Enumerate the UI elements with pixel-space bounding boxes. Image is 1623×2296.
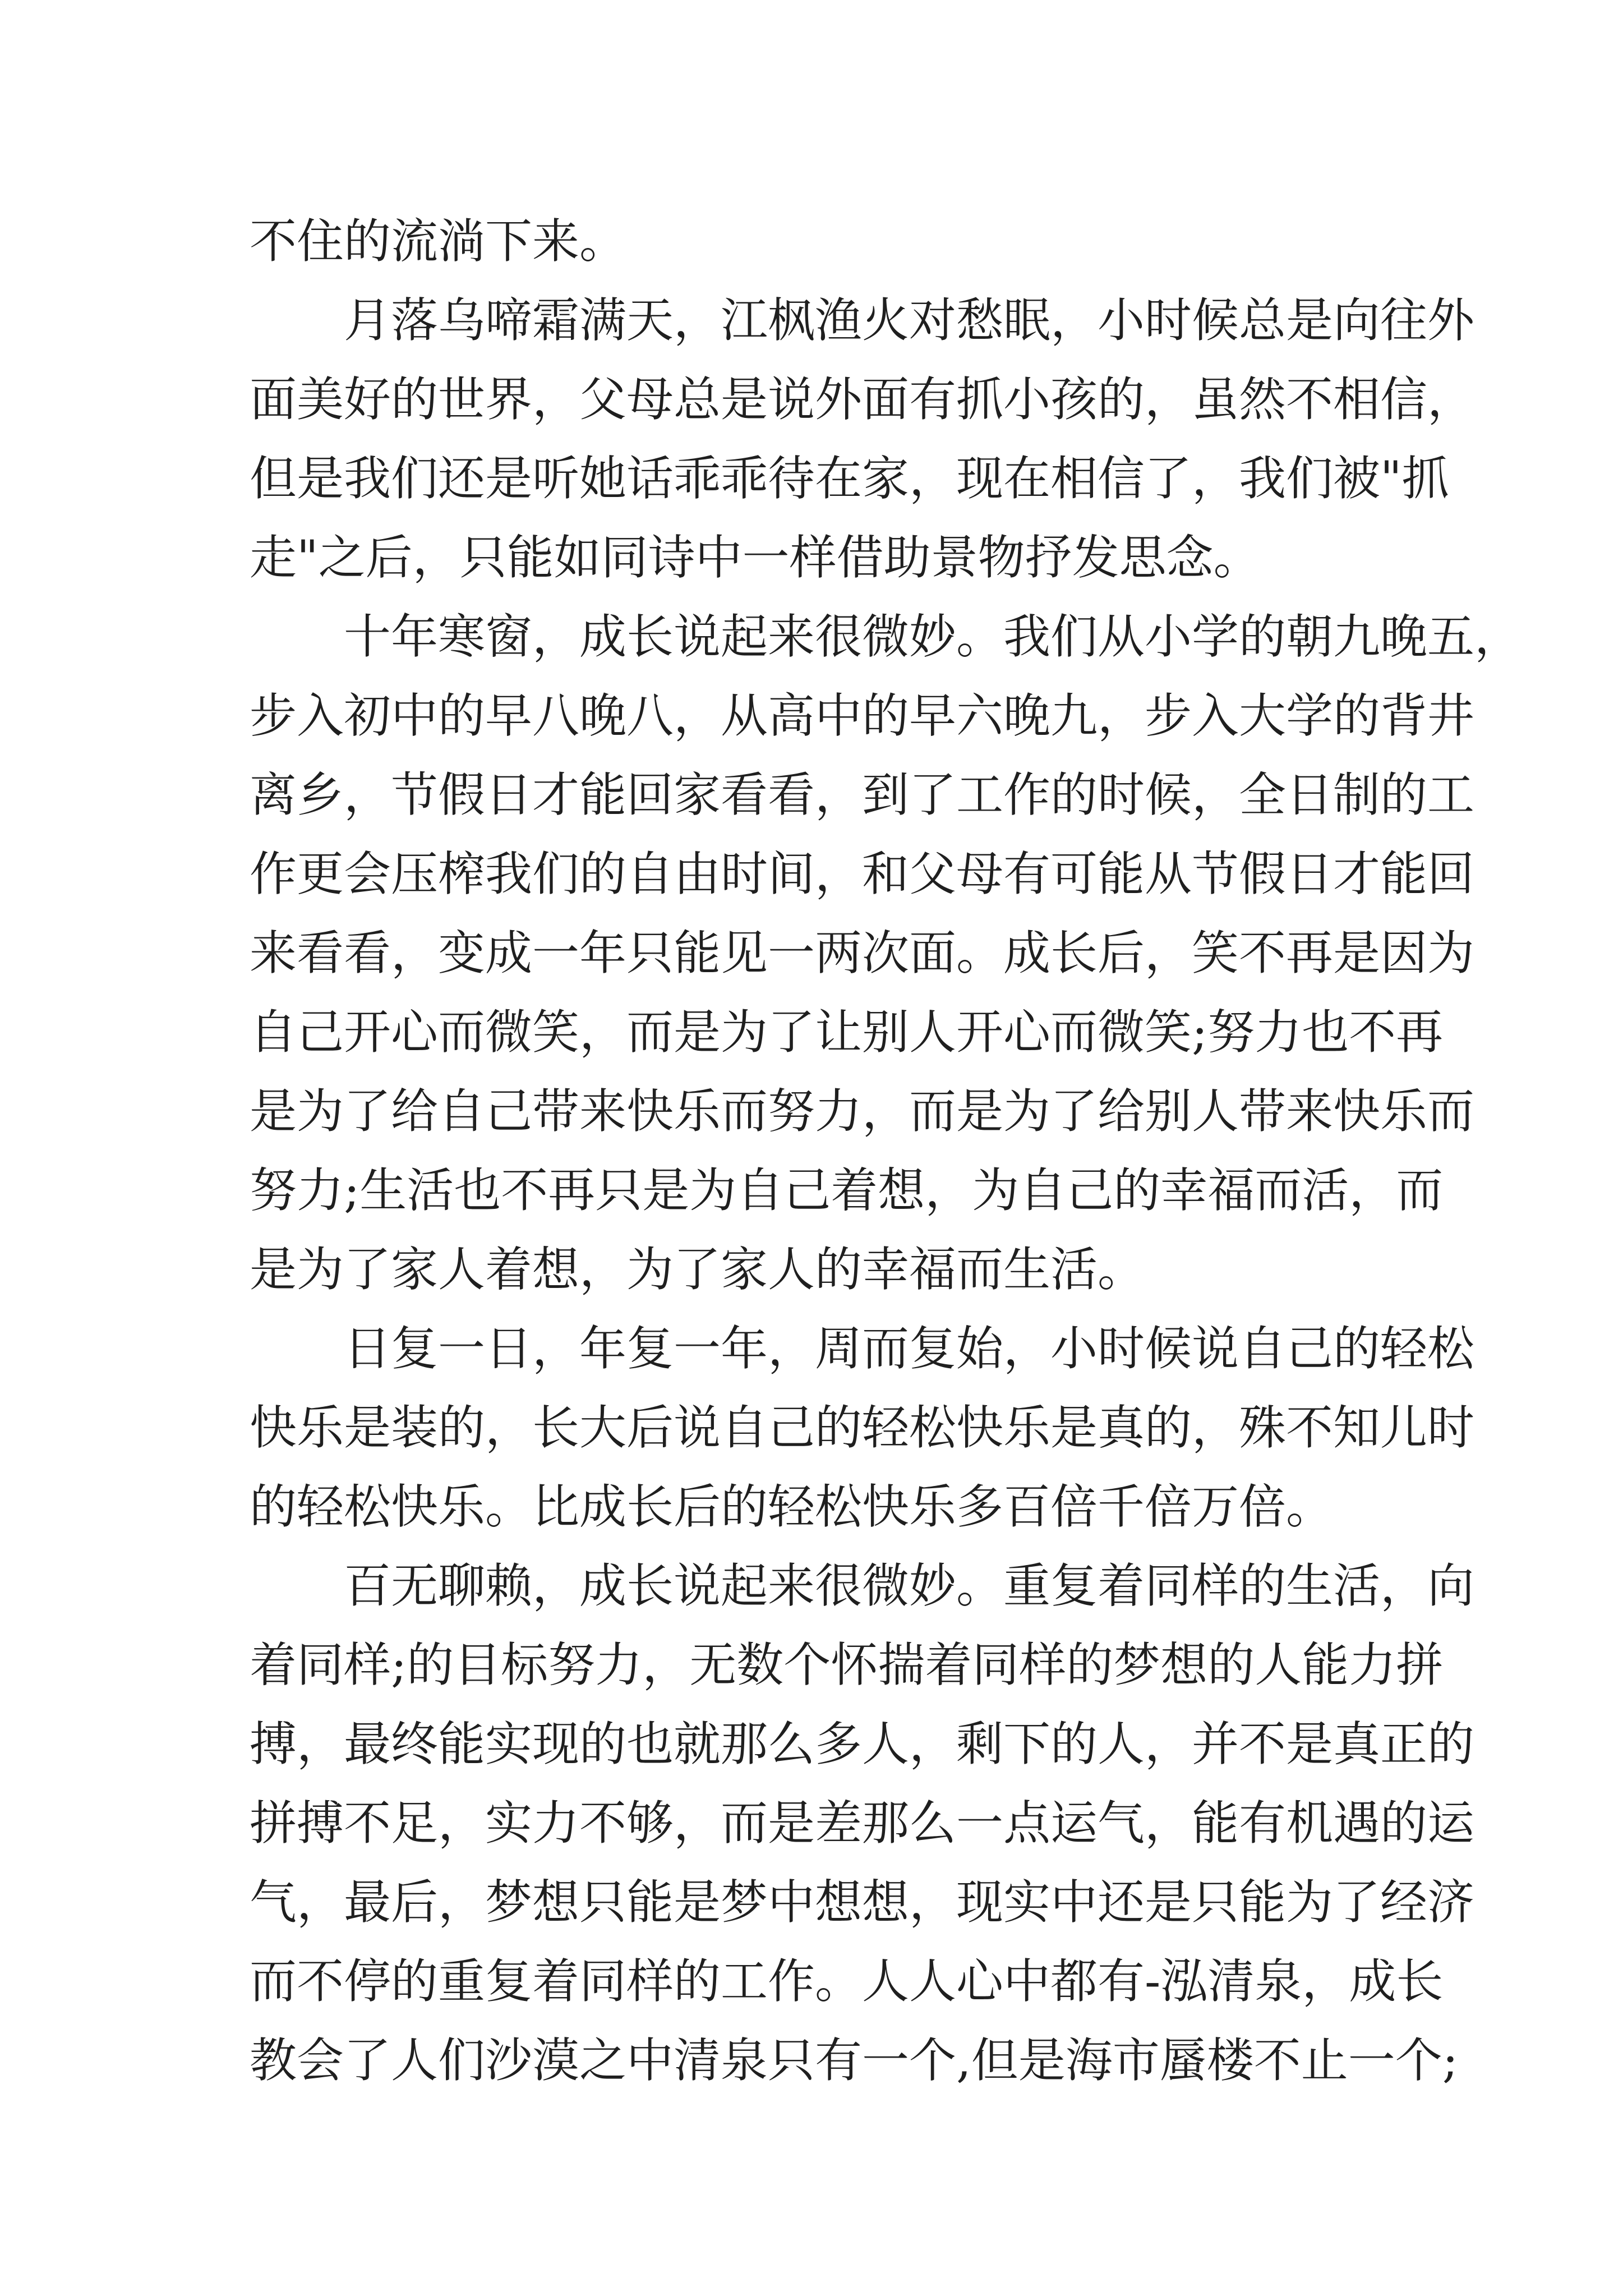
- text-line: 是为了家人着想，为了家人的幸福而生活。: [250, 1242, 1145, 1297]
- text-line: 但是我们还是听她话乖乖待在家，现在相信了，我们被"抓: [250, 451, 1449, 506]
- text-line: 努力;生活也不再只是为自己着想，为自己的幸福而活，而: [250, 1163, 1444, 1218]
- text-line: 是为了给自己带来快乐而努力，而是为了给别人带来快乐而: [250, 1084, 1475, 1139]
- text-line: 拼搏不足，实力不够，而是差那么一点运气，能有机遇的运: [250, 1796, 1475, 1851]
- text-line: 离乡，节假日才能回家看看，到了工作的时候，全日制的工: [250, 767, 1475, 822]
- text-line: 的轻松快乐。比成长后的轻松快乐多百倍千倍万倍。: [250, 1479, 1334, 1534]
- text-line: 日复一日，年复一年，周而复始，小时候说自己的轻松: [344, 1321, 1475, 1376]
- text-line: 快乐是装的，长大后说自己的轻松快乐是真的，殊不知儿时: [250, 1400, 1475, 1455]
- text-line: 而不停的重复着同样的工作。人人心中都有-泓清泉，成长: [250, 1954, 1444, 2009]
- paragraph-3: [250, 597, 1522, 1309]
- paragraph-4: [250, 1309, 1475, 1547]
- text-line: 来看看，变成一年只能见一两次面。成长后，笑不再是因为: [250, 926, 1475, 981]
- text-line: 搏，最终能实现的也就那么多人，剩下的人，并不是真正的: [250, 1717, 1475, 1772]
- text-line: 自己开心而微笑，而是为了让别人开心而微笑;努力也不再: [250, 1005, 1444, 1060]
- paragraph-1: [250, 202, 1405, 281]
- text-line: 教会了人们沙漠之中清泉只有一个,但是海市蜃楼不止一个;: [250, 2033, 1459, 2088]
- text-line: 不住的流淌下来。: [250, 214, 627, 269]
- text-line: 作更会压榨我们的自由时间，和父母有可能从节假日才能回: [250, 846, 1475, 901]
- text-line: 面美好的世界，父母总是说外面有抓小孩的，虽然不相信，: [250, 372, 1475, 427]
- text-line: 月落乌啼霜满天，江枫渔火对愁眠，小时候总是向往外: [344, 293, 1475, 348]
- text-line: 步入初中的早八晚八，从高中的早六晚九，步入大学的背井: [250, 688, 1475, 743]
- paragraph-5: [250, 1547, 1475, 2100]
- paragraph-2: [250, 281, 1475, 597]
- document-body: [250, 202, 1522, 2100]
- text-line: 十年寒窗，成长说起来很微妙。我们从小学的朝九晚五，: [344, 609, 1522, 664]
- text-line: 百无聊赖，成长说起来很微妙。重复着同样的生活，向: [344, 1558, 1475, 1613]
- text-line: 走"之后，只能如同诗中一样借助景物抒发思念。: [250, 530, 1261, 585]
- text-line: 着同样;的目标努力，无数个怀揣着同样的梦想的人能力拼: [250, 1637, 1444, 1692]
- text-line: 气，最后，梦想只能是梦中想想，现实中还是只能为了经济: [250, 1875, 1475, 1930]
